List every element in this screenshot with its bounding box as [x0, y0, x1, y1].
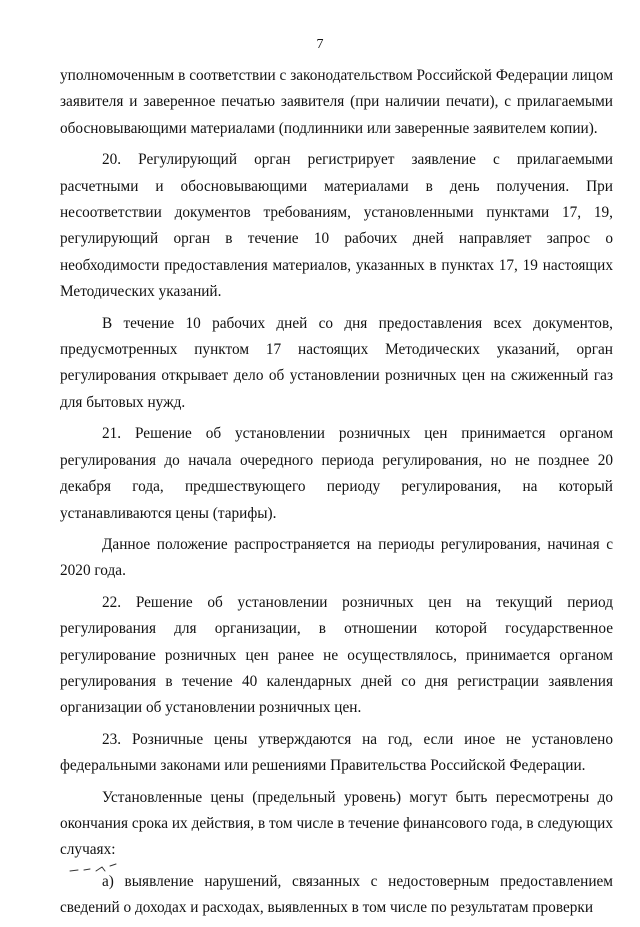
- paragraph-continuation: уполномоченным в соответствии с законодательством Российской Федерации лицом заявителя и заверенное печатью заявителя (при наличии печати), с прилагаемыми обосновывающими материалами (подлинники или заверенные заявителем копии).: [60, 67, 613, 137]
- paragraph-clause-23: 23. Розничные цены утверждаются на год, если иное не установлено федеральными законами или решениями Правительства Российской Федерации.: [60, 730, 613, 775]
- paragraph-clause-20: 20. Регулирующий орган регистрирует заявление с прилагаемыми расчетными и обосновывающими материалами в день получения. При несоответствии документов требованиям, установленными пунктами 17, 19, регулирующий орган в течение 10 рабочих дней направляет запрос о необходимости предоставления материалов, указанных в пунктах 17, 19 настоящих Методических указаний.: [60, 151, 613, 301]
- paragraph-clause-20-case-opening: В течение 10 рабочих дней со дня предоставления всех документов, предусмотренных пунктом 17 настоящих Методических указаний, орган регулирования открывает дело об установлении розничных цен на сжиженный газ для бытовых нужд.: [60, 314, 613, 411]
- paragraph-clause-21: 21. Решение об установлении розничных цен принимается органом регулирования до начала очередного периода регулирования, но не позднее 20 декабря года, предшествующего периоду регулирования, на который устанавливаются цены (тарифы).: [60, 425, 613, 522]
- scan-mark-stroke: [70, 864, 116, 871]
- document-body: [60, 63, 613, 927]
- paragraph-clause-22: 22. Решение об установлении розничных цен на текущий период регулирования для организации, в отношении которой государственное регулирование розничных цен ранее не осуществлялось, принимается органом регулирования в течение 40 календарных дней со дня регистрации заявления организации об установлении розничных цен.: [60, 593, 613, 717]
- paragraph-clause-23-revision: Установленные цены (предельный уровень) могут быть пересмотрены до окончания срока их действия, в том числе в течение финансового года, в следующих случаях:: [60, 788, 613, 859]
- scan-mark: [68, 862, 138, 874]
- page-number: 7: [316, 37, 324, 52]
- paragraph-clause-21-applicability: Данное положение распространяется на периоды регулирования, начиная с 2020 года.: [60, 535, 613, 580]
- paragraph-clause-23-item-a: а) выявление нарушений, связанных с недостоверным предоставлением сведений о доходах и расходах, выявленных в том числе по результатам проверки: [60, 872, 613, 917]
